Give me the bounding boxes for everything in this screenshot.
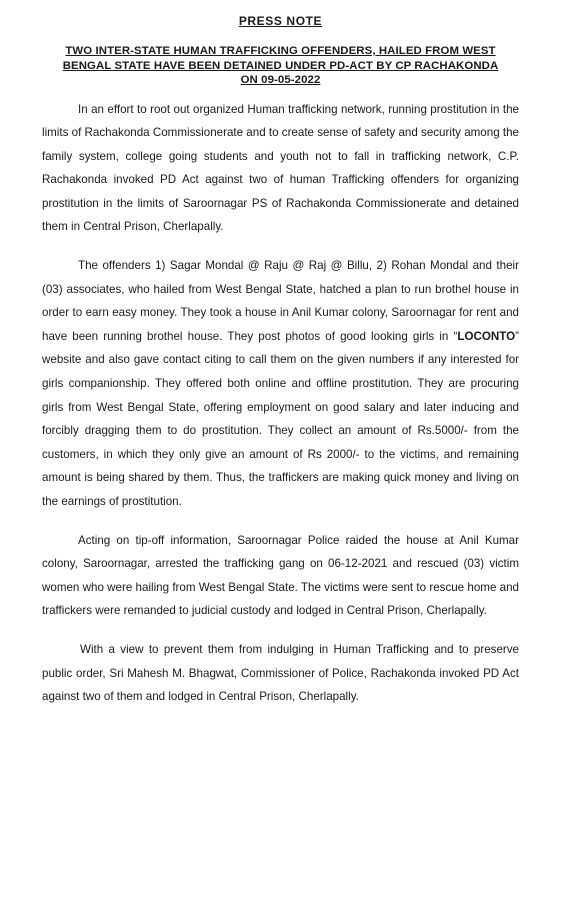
- document-title: PRESS NOTE: [238, 14, 323, 28]
- paragraph-1: In an effort to root out organized Human trafficking network, running prostitution in the limits of Rachakonda Commissionerate and to create sense of safety and security among the family system, college going students and youth not to fall in trafficking network, C.P. Rachakonda invoked PD Act against two of human Trafficking offenders for organizing prostitution in the limits of Saroornagar PS of Rachakonda Commissionerate and detained them in Central Prison, Cherlapally.: [42, 102, 519, 234]
- website-name: LOCONTO: [457, 329, 516, 343]
- headline: [32, 44, 529, 88]
- paragraph-2: [42, 254, 519, 514]
- headline-line-3: ON 09-05-2022: [240, 74, 321, 86]
- paragraph-2-part-b: ” website and also gave contact citing to call them on the given numbers if any interested for girls companionship. They offered both online and offline prostitution. They are procuring girls from West Bengal State, offering employment on good salary and later inducing and forcibly dragging them to do prostitution. They collect an amount of Rs.5000/- from the customers, in which they only give an amount of Rs 2000/- to the victims, and remaining amount is being shared by them. Thus, the traffickers are making quick money and living on the earnings of prostitution.: [42, 329, 519, 508]
- paragraph-2-part-a: The offenders 1) Sagar Mondal @ Raju @ Raj @ Billu, 2) Rohan Mondal and their (03) associates, who hailed from West Bengal State, hatched a plan to run brothel house in order to earn easy money. They took a house in Anil Kumar colony, Saroornagar for rent and have been running brothel house. They post photos of good looking girls in “: [42, 259, 519, 343]
- headline-line-1: TWO INTER-STATE HUMAN TRAFFICKING OFFENDERS, HAILED FROM WEST: [65, 45, 496, 57]
- paragraph-4: With a view to prevent them from indulging in Human Trafficking and to preserve public order, Sri Mahesh M. Bhagwat, Commissioner of Police, Rachakonda invoked PD Act against two of them and lodged in Central Prison, Cherlapally.: [42, 642, 519, 704]
- paragraph-3: Acting on tip-off information, Saroornagar Police raided the house at Anil Kumar colony, Saroornagar, arrested the trafficking gang on 06-12-2021 and rescued (03) victim women who were hailing from West Bengal State. The victims were sent to rescue home and traffickers were remanded to judicial custody and lodged in Central Prison, Cherlapally.: [42, 533, 519, 618]
- headline-line-2: BENGAL STATE HAVE BEEN DETAINED UNDER PD-ACT BY CP RACHAKONDA: [62, 59, 499, 72]
